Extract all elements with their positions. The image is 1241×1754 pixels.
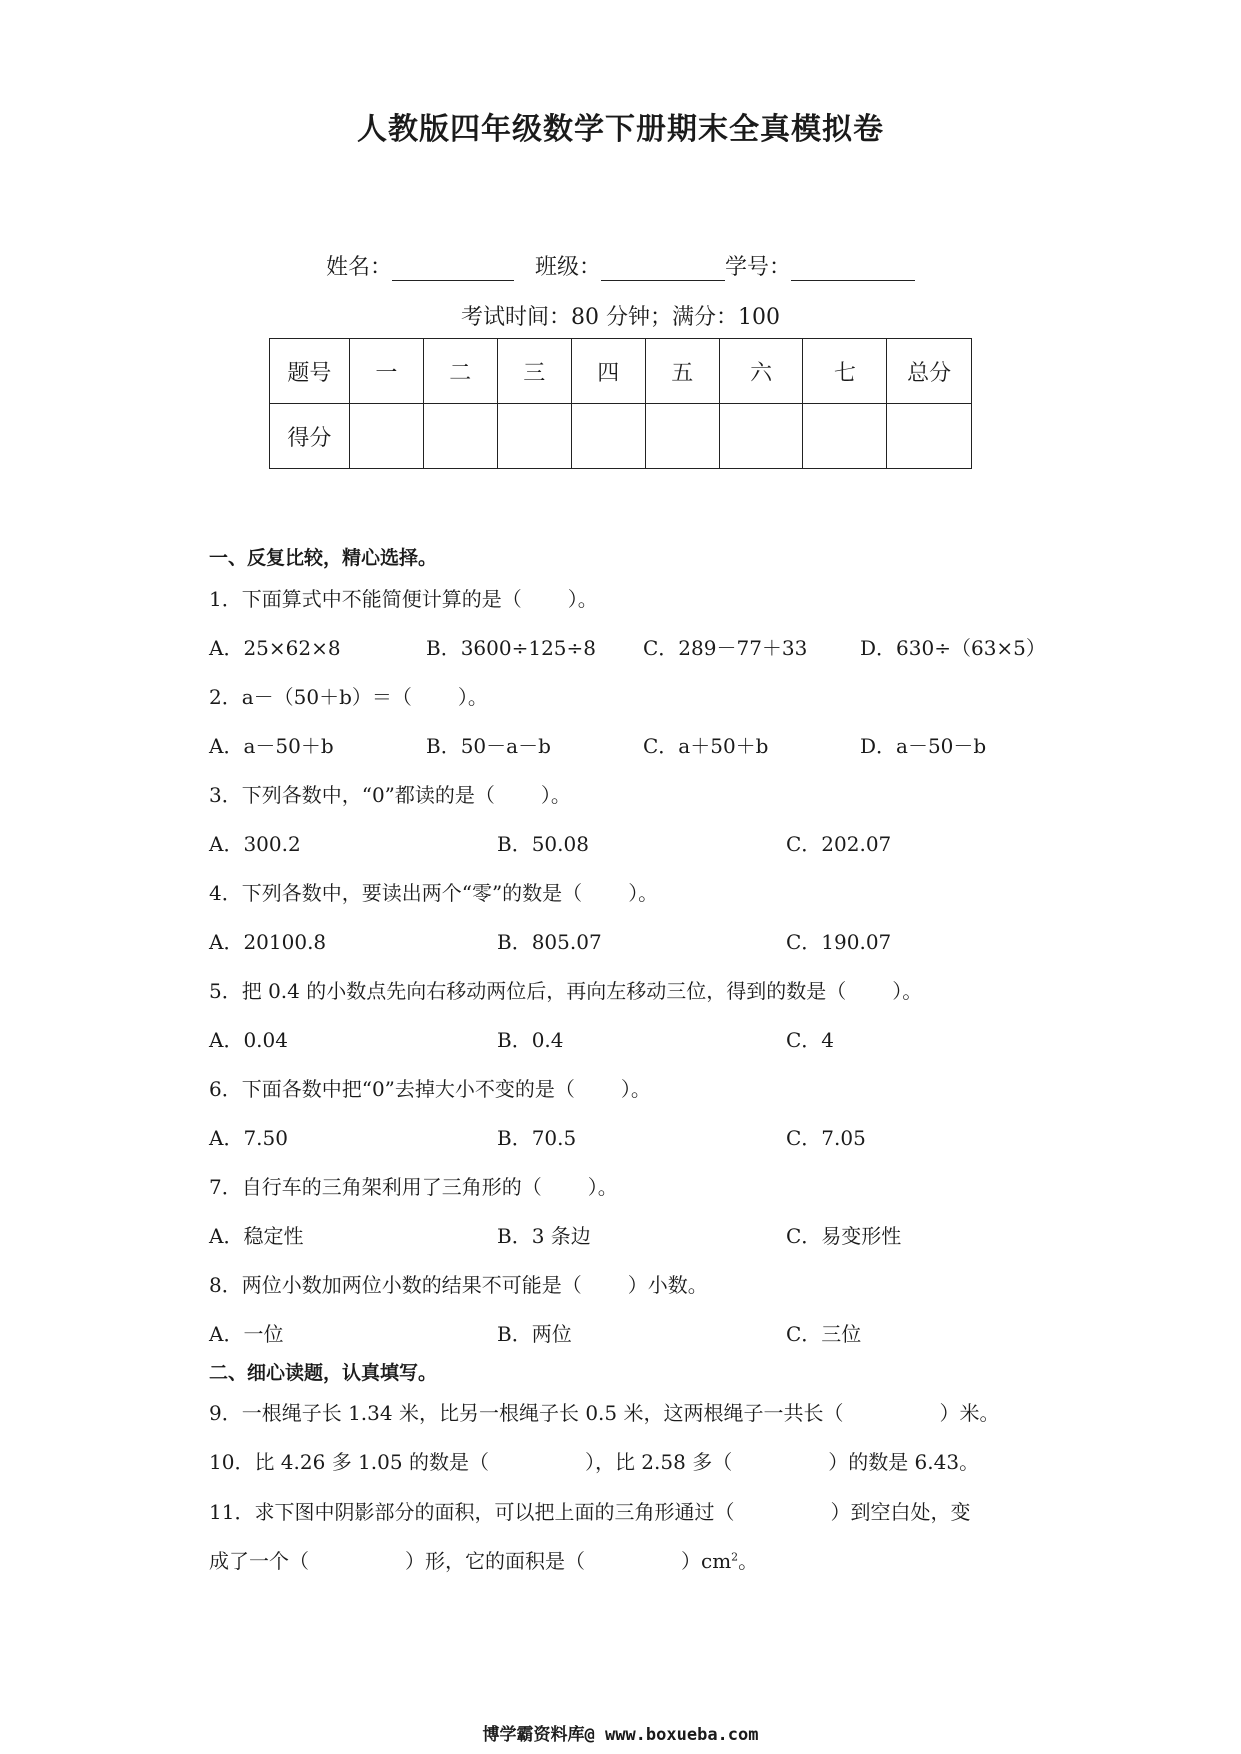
- score-cell[interactable]: [887, 404, 972, 469]
- id-blank[interactable]: [791, 258, 915, 281]
- footer-watermark: 博学霸资料库@ www.boxueba.com: [482, 1725, 759, 1745]
- option-c[interactable]: C．289－77＋33: [643, 636, 808, 660]
- option-a[interactable]: A．7.50: [209, 1126, 288, 1150]
- stem-text: 8．两位小数加两位小数的结果不可能是（: [209, 1273, 582, 1297]
- option-a[interactable]: A．一位: [209, 1322, 284, 1346]
- id-label: 学号：: [725, 255, 792, 280]
- score-cell[interactable]: [349, 404, 423, 469]
- stem-text: ）。: [892, 979, 923, 1003]
- stem-text: 3．下列各数中，“0”都读的是（: [209, 783, 495, 807]
- option-c[interactable]: C．a＋50＋b: [643, 734, 769, 758]
- option-c[interactable]: C．三位: [786, 1322, 862, 1346]
- score-label-cell: 得分: [270, 404, 350, 469]
- score-cell[interactable]: [497, 404, 571, 469]
- stem-text: 成了一个（: [209, 1549, 309, 1573]
- stem-text: 6．下面各数中把“0”去掉大小不变的是（: [209, 1077, 575, 1101]
- section-heading: 一、反复比较，精心选择。: [209, 547, 438, 569]
- score-cell[interactable]: [803, 404, 887, 469]
- stem-text: ）米。: [939, 1401, 1000, 1425]
- stem-text: ）cm: [681, 1549, 732, 1573]
- option-c[interactable]: C．易变形性: [786, 1224, 902, 1248]
- stem-text: 5．把 0.4 的小数点先向右移动两位后，再向左移动三位，得到的数是（: [209, 979, 847, 1003]
- option-c[interactable]: C．4: [786, 1028, 835, 1052]
- stem-text: 4．下列各数中，要读出两个“零”的数是（: [209, 881, 583, 905]
- class-blank[interactable]: [601, 258, 725, 281]
- superscript: 2: [731, 1550, 739, 1564]
- option-a[interactable]: A．25×62×8: [209, 636, 341, 660]
- stem-text: ）的数是 6.43。: [828, 1450, 980, 1474]
- stem-text: ）小数。: [627, 1273, 708, 1297]
- question-stem: [209, 877, 658, 906]
- stem-text: ）。: [620, 1077, 651, 1101]
- question-stem: [209, 1171, 618, 1200]
- stem-text: ）到空白处，变: [830, 1500, 971, 1524]
- section-heading: 二、细心读题，认真填写。: [209, 1362, 438, 1384]
- name-blank[interactable]: [392, 258, 514, 281]
- option-b[interactable]: B．50.08: [497, 832, 589, 856]
- score-table-score-row: [270, 404, 972, 469]
- question-stem: [209, 975, 922, 1004]
- stem-text: ）。: [567, 587, 598, 611]
- score-cell[interactable]: [645, 404, 719, 469]
- stem-text: ）。: [628, 881, 659, 905]
- exam-info: 考试时间：80 分钟；满分：100: [461, 305, 780, 330]
- exam-title: 人教版四年级数学下册期末全真模拟卷: [357, 112, 884, 147]
- header-label-cell: 题号: [270, 339, 350, 404]
- option-a[interactable]: A．稳定性: [209, 1224, 304, 1248]
- column-header: 四: [571, 339, 645, 404]
- option-c[interactable]: C．190.07: [786, 930, 892, 954]
- option-a[interactable]: A．20100.8: [209, 930, 327, 954]
- column-header: 总分: [887, 339, 972, 404]
- option-d[interactable]: D．a－50－b: [860, 734, 987, 758]
- stem-text: 11．求下图中阴影部分的面积，可以把上面的三角形通过（: [209, 1500, 735, 1524]
- option-b[interactable]: B．50－a－b: [426, 734, 551, 758]
- option-b[interactable]: B．两位: [497, 1322, 572, 1346]
- question-stem: [209, 1496, 970, 1525]
- stem-text: 9．一根绳子长 1.34 米，比另一根绳子长 0.5 米，这两根绳子一共长（: [209, 1401, 844, 1425]
- score-cell[interactable]: [423, 404, 497, 469]
- stem-text: ）。: [587, 1175, 618, 1199]
- name-label: 姓名：: [325, 255, 392, 280]
- score-cell[interactable]: [571, 404, 645, 469]
- option-b[interactable]: B．0.4: [497, 1028, 564, 1052]
- score-table: [269, 338, 972, 469]
- stem-text: ），比 2.58 多（: [584, 1450, 733, 1474]
- student-info-row: [0, 250, 1241, 281]
- column-header: 二: [423, 339, 497, 404]
- column-header: 六: [719, 339, 803, 404]
- column-header: 一: [349, 339, 423, 404]
- question-stem: [209, 1073, 651, 1102]
- option-c[interactable]: C．7.05: [786, 1126, 866, 1150]
- score-table-header-row: [270, 339, 972, 404]
- question-stem: [209, 779, 571, 808]
- option-a[interactable]: A．300.2: [209, 832, 301, 856]
- class-label: 班级：: [534, 255, 601, 280]
- column-header: 七: [803, 339, 887, 404]
- stem-text: 7．自行车的三角架利用了三角形的（: [209, 1175, 542, 1199]
- option-b[interactable]: B．3 条边: [497, 1224, 591, 1248]
- option-c[interactable]: C．202.07: [786, 832, 892, 856]
- question-stem: [209, 1397, 1000, 1426]
- stem-text: 1．下面算式中不能简便计算的是（: [209, 587, 522, 611]
- option-b[interactable]: B．70.5: [497, 1126, 577, 1150]
- stem-text: ）形，它的面积是（: [405, 1549, 585, 1573]
- stem-text: 。: [738, 1549, 759, 1573]
- stem-text: 10．比 4.26 多 1.05 的数是（: [209, 1450, 489, 1474]
- option-a[interactable]: A．a－50＋b: [209, 734, 334, 758]
- column-header: 三: [497, 339, 571, 404]
- question-stem-continued: [209, 1545, 758, 1574]
- question-stem: [209, 583, 598, 612]
- question-stem: [209, 681, 488, 710]
- score-cell[interactable]: [719, 404, 803, 469]
- option-d[interactable]: D．630÷（63×5）: [860, 636, 1046, 660]
- stem-text: ）。: [540, 783, 571, 807]
- option-b[interactable]: B．3600÷125÷8: [426, 636, 597, 660]
- question-stem: [209, 1269, 708, 1298]
- stem-text: ）。: [457, 685, 488, 709]
- column-header: 五: [645, 339, 719, 404]
- option-b[interactable]: B．805.07: [497, 930, 602, 954]
- stem-text: 2．a－（50＋b）＝（: [209, 685, 412, 709]
- question-stem: [209, 1446, 979, 1475]
- option-a[interactable]: A．0.04: [209, 1028, 288, 1052]
